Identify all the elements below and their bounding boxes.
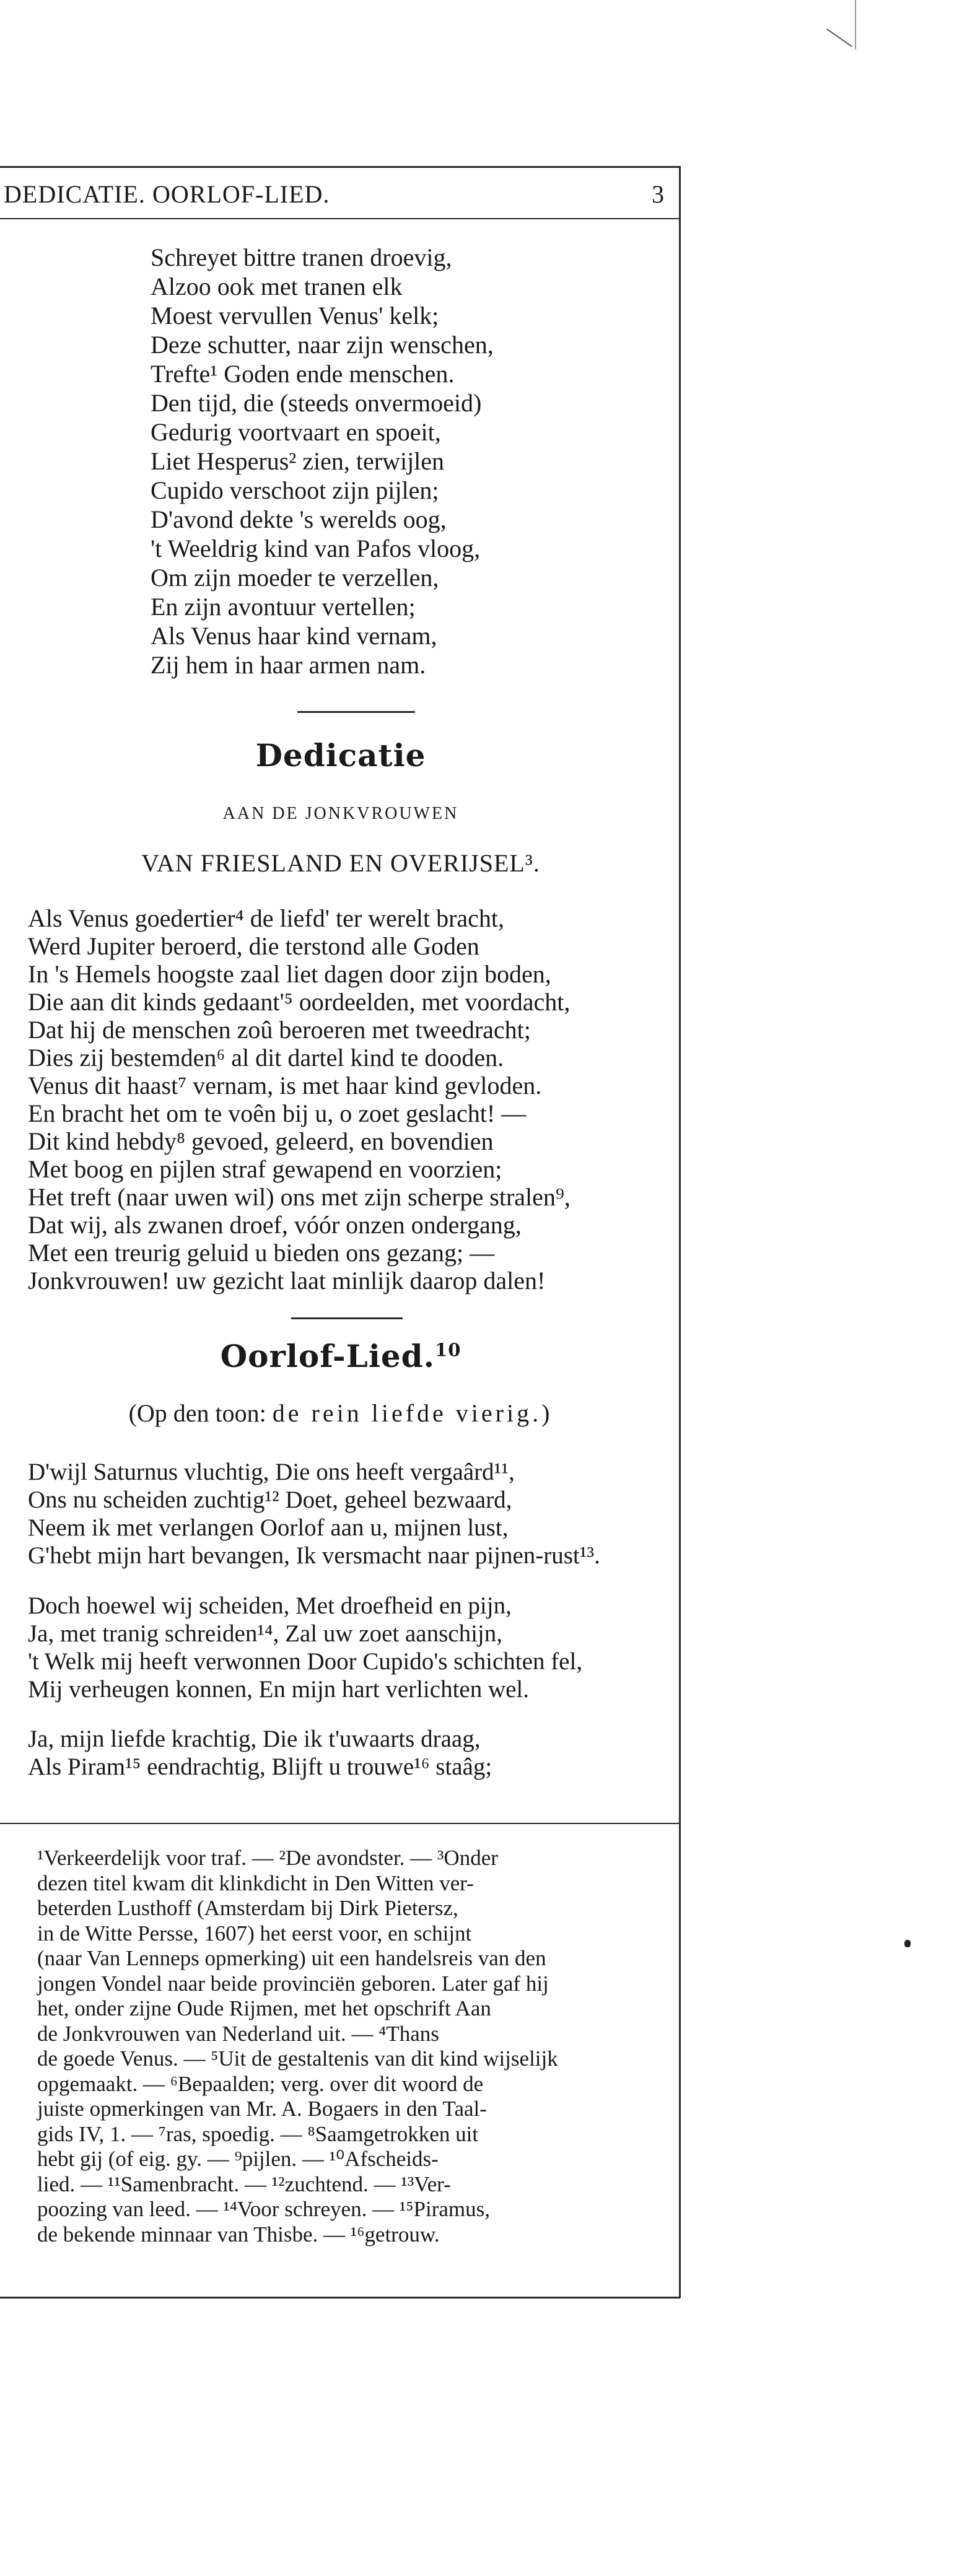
section-divider bbox=[291, 1317, 403, 1319]
footnote-line: (naar Van Lenneps opmerking) uit een handelsreis van den bbox=[37, 1946, 546, 1970]
sonnet-line: Dies zij bestemden⁶ al dit dartel kind te dooden. bbox=[28, 1044, 504, 1072]
footnote-line: in de Witte Persse, 1607) het eerst voor, en schijnt bbox=[37, 1921, 472, 1945]
poem-line: Als Venus haar kind vernam, bbox=[151, 622, 437, 650]
stanza-line: Ja, mijn liefde krachtig, Die ik t'uwaarts draag, bbox=[28, 1726, 481, 1752]
stanza-line: Als Piram¹⁵ eendrachtig, Blijft u trouwe¹⁶ staâg; bbox=[28, 1753, 492, 1780]
song-title bbox=[0, 1338, 681, 1374]
poem-line: Alzoo ook met tranen elk bbox=[151, 273, 403, 300]
poem-line: Liet Hesperus² zien, terwijlen bbox=[151, 447, 445, 475]
poem-line: Om zijn moeder te verzellen, bbox=[151, 564, 439, 592]
footnote-line: lied. — ¹¹Samenbracht. — ¹²zuchtend. — ¹³Ver- bbox=[37, 2172, 451, 2196]
sonnet-line: Dit kind hebdy⁸ gevoed, geleerd, en bovendien bbox=[28, 1127, 494, 1155]
poem-line: D'avond dekte 's werelds oog, bbox=[151, 505, 447, 533]
stanza-line: Neem ik met verlangen Oorlof aan u, mijnen lust, bbox=[28, 1514, 509, 1541]
sonnet-line: Met boog en pijlen straf gewapend en voorzien; bbox=[28, 1155, 502, 1183]
header-underline bbox=[0, 218, 680, 219]
sonnet-line: Werd Jupiter beroerd, die terstond alle Goden bbox=[28, 932, 479, 960]
poem-line: Trefte¹ Goden ende menschen. bbox=[151, 360, 455, 388]
tune-name: de rein liefde vierig.) bbox=[272, 1399, 553, 1427]
scan-dot bbox=[904, 1940, 911, 1947]
footnote-line: poozing van leed. — ¹⁴Voor schreyen. — ¹⁵Piramus, bbox=[37, 2197, 491, 2221]
poem-line: Zij hem in haar armen nam. bbox=[151, 651, 426, 679]
footnote-line: de goede Venus. — ⁵Uit de gestaltenis van dit kind wijselijk bbox=[37, 2046, 558, 2071]
running-head-left: DEDICATIE. bbox=[4, 180, 146, 208]
song-stanza-2 bbox=[28, 1592, 678, 1703]
poem-line: Den tijd, die (steeds onvermoeid) bbox=[151, 389, 482, 417]
sonnet-line: En bracht het om te voên bij u, o zoet geslacht! — bbox=[28, 1099, 527, 1127]
footnote-line: de bekende minnaar van Thisbe. — ¹⁶getrouw. bbox=[37, 2222, 440, 2246]
section-divider bbox=[297, 711, 415, 713]
sonnet-line: Die aan dit kinds gedaant'⁵ oordeelden, met voordacht, bbox=[28, 988, 571, 1016]
poem-line: Gedurig voortvaart en spoeit, bbox=[151, 418, 441, 446]
footnote-line: het, onder zijne Oude Rijmen, met het opschrift Aan bbox=[37, 1996, 491, 2020]
poem-line: 't Weeldrig kind van Pafos vloog, bbox=[151, 535, 481, 562]
poem-line: En zijn avontuur vertellen; bbox=[151, 593, 416, 621]
poem-line: Schreyet bittre tranen droevig, bbox=[151, 243, 452, 271]
stanza-line: Doch hoewel wij scheiden, Met droefheid en pijn, bbox=[28, 1592, 512, 1619]
footnote-line: dezen titel kwam dit klinkdicht in Den Witten ver- bbox=[37, 1871, 474, 1895]
sonnet-line: Dat wij, als zwanen droef, vóór onzen ondergang, bbox=[28, 1211, 522, 1239]
page-number: 3 bbox=[652, 180, 665, 208]
footnote-line: hebt gij (of eig. gy. — ⁹pijlen. — ¹⁰Afscheids- bbox=[37, 2147, 439, 2171]
sonnet-line: In 's Hemels hoogste zaal liet dagen door zijn boden, bbox=[28, 960, 551, 988]
sonnet-line: Venus dit haast⁷ vernam, is met haar kind gevloden. bbox=[28, 1072, 542, 1099]
footnote-line: gids IV, 1. — ⁷ras, spoedig. — ⁸Saamgetrokken uit bbox=[37, 2121, 479, 2146]
sonnet-line: Met een treurig geluid u bieden ons gezang; — bbox=[28, 1239, 495, 1267]
stanza-line: Ons nu scheiden zuchtig¹² Doet, geheel bezwaard, bbox=[28, 1487, 512, 1513]
poem-line: Cupido verschoot zijn pijlen; bbox=[151, 476, 439, 504]
header-rule bbox=[0, 166, 680, 168]
stanza-line: G'hebt mijn hart bevangen, Ik versmacht naar pijnen-rust¹³. bbox=[28, 1542, 600, 1569]
footnotes bbox=[37, 1846, 681, 2247]
footnote-line: ¹Verkeerdelijk voor traf. — ²De avondster. — ³Onder bbox=[37, 1846, 498, 1870]
running-head-right: OORLOF-LIED. bbox=[152, 180, 330, 208]
song-tune bbox=[0, 1399, 681, 1428]
footnote-line: juiste opmerkingen van Mr. A. Bogaers in den Taal- bbox=[37, 2097, 487, 2121]
poem-line: Moest vervullen Venus' kelk; bbox=[151, 302, 439, 330]
scan-mark bbox=[826, 28, 852, 47]
song-title-note: 10 bbox=[435, 1339, 462, 1361]
stanza-line: Mij verheugen konnen, En mijn hart verlichten wel. bbox=[28, 1676, 530, 1703]
dedication-sonnet bbox=[28, 904, 678, 1295]
poem-continuation bbox=[151, 243, 708, 679]
sonnet-line: Jonkvrouwen! uw gezicht laat minlijk daarop dalen! bbox=[28, 1267, 546, 1295]
bottom-rule bbox=[0, 2297, 680, 2299]
song-stanza-3 bbox=[28, 1725, 678, 1781]
footnote-rule bbox=[0, 1823, 680, 1824]
footnote-line: beterden Lusthoff (Amsterdam bij Dirk Pietersz, bbox=[37, 1896, 458, 1920]
footnote-line: opgemaakt. — ⁶Bepaalden; verg. over dit woord de bbox=[37, 2071, 484, 2096]
sonnet-line: Als Venus goedertier⁴ de liefd' ter werelt bracht, bbox=[28, 904, 505, 932]
footnote-line: de Jonkvrouwen van Nederland uit. — ⁴Thans bbox=[37, 2021, 439, 2046]
dedication-subtitle: AAN DE JONKVROUWEN bbox=[222, 804, 459, 823]
song-stanza-1 bbox=[28, 1458, 678, 1570]
sonnet-line: Dat hij de menschen zoû beroeren met tweedracht; bbox=[28, 1016, 531, 1044]
stanza-line: 't Welk mij heeft verwonnen Door Cupido's schichten fel, bbox=[28, 1648, 583, 1675]
sonnet-line: Het treft (naar uwen wil) ons met zijn scherpe stralen⁹, bbox=[28, 1183, 571, 1211]
stanza-line: D'wijl Saturnus vluchtig, Die ons heeft vergaârd¹¹, bbox=[28, 1459, 515, 1485]
tune-prefix: (Op den toon: bbox=[128, 1399, 266, 1427]
poem-line: Deze schutter, naar zijn wenschen, bbox=[151, 331, 494, 359]
top-edge-rule bbox=[855, 0, 856, 50]
footnote-line: jongen Vondel naar beide provinciën geboren. Later gaf hij bbox=[37, 1971, 549, 1996]
stanza-line: Ja, met tranig schreiden¹⁴, Zal uw zoet aanschijn, bbox=[28, 1620, 503, 1647]
dedication-title: Dedicatie bbox=[255, 737, 426, 774]
dedication-subtitle-2: VAN FRIESLAND EN OVERIJSEL³. bbox=[141, 849, 540, 877]
song-title-text: Oorlof-Lied. bbox=[220, 1338, 435, 1374]
